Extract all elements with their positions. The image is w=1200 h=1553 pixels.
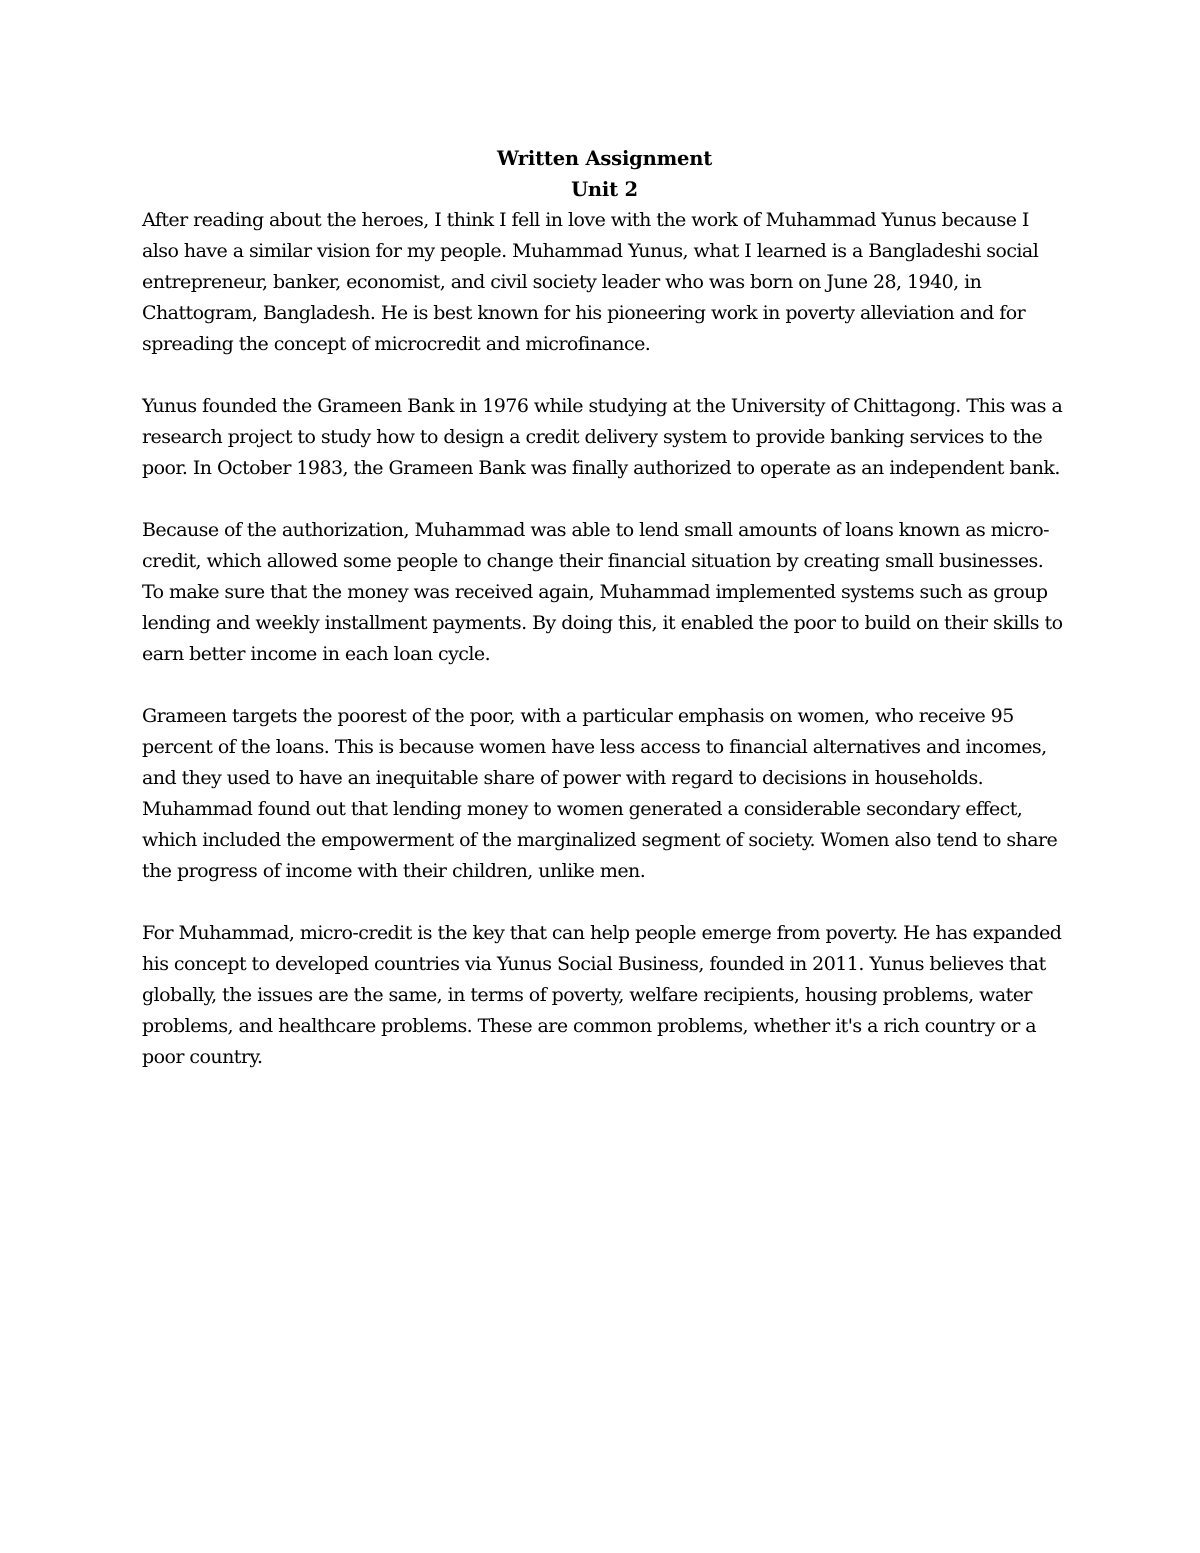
document-subtitle: Unit 2 xyxy=(571,178,638,201)
paragraph-3: Because of the authorization, Muhammad was able to lend small amounts of loans known as micro-credit, which allowed some people to change their financial situation by creating small businesses. To make sure that the money was received again, Muhammad implemented systems such as group lending and weekly installment payments. By doing this, it enabled the poor to build on their skills to earn better income in each loan cycle. xyxy=(142,519,1063,665)
document-heading xyxy=(142,143,1067,205)
paragraph-4: Grameen targets the poorest of the poor, with a particular emphasis on women, who receive 95 percent of the loans. This is because women have less access to financial alternatives and incomes, and they used to have an inequitable share of power with regard to decisions in households. Muhammad found out that lending money to women generated a considerable secondary effect, which included the empowerment of the marginalized segment of society. Women also tend to share the progress of income with their children, unlike men. xyxy=(142,705,1058,882)
paragraph-5: For Muhammad, micro-credit is the key that can help people emerge from poverty. He has expanded his concept to developed countries via Yunus Social Business, founded in 2011. Yunus believes that globally, the issues are the same, in terms of poverty, welfare recipients, housing problems, water problems, and healthcare problems. These are common problems, whether it's a rich country or a poor country. xyxy=(142,922,1062,1068)
paragraph-2: Yunus founded the Grameen Bank in 1976 while studying at the University of Chittagong. This was a research project to study how to design a credit delivery system to provide banking services to the poor. In October 1983, the Grameen Bank was finally authorized to operate as an independent bank. xyxy=(142,395,1063,479)
document-body xyxy=(142,140,1067,1073)
paragraph-1: After reading about the heroes, I think I fell in love with the work of Muhammad Yunus because I also have a similar vision for my people. Muhammad Yunus, what I learned is a Bangladeshi social entrepreneur, banker, economist, and civil society leader who was born on June 28, 1940, in Chattogram, Bangladesh. He is best known for his pioneering work in poverty alleviation and for spreading the concept of microcredit and microfinance. xyxy=(142,209,1039,355)
document-title: Written Assignment xyxy=(496,147,713,170)
